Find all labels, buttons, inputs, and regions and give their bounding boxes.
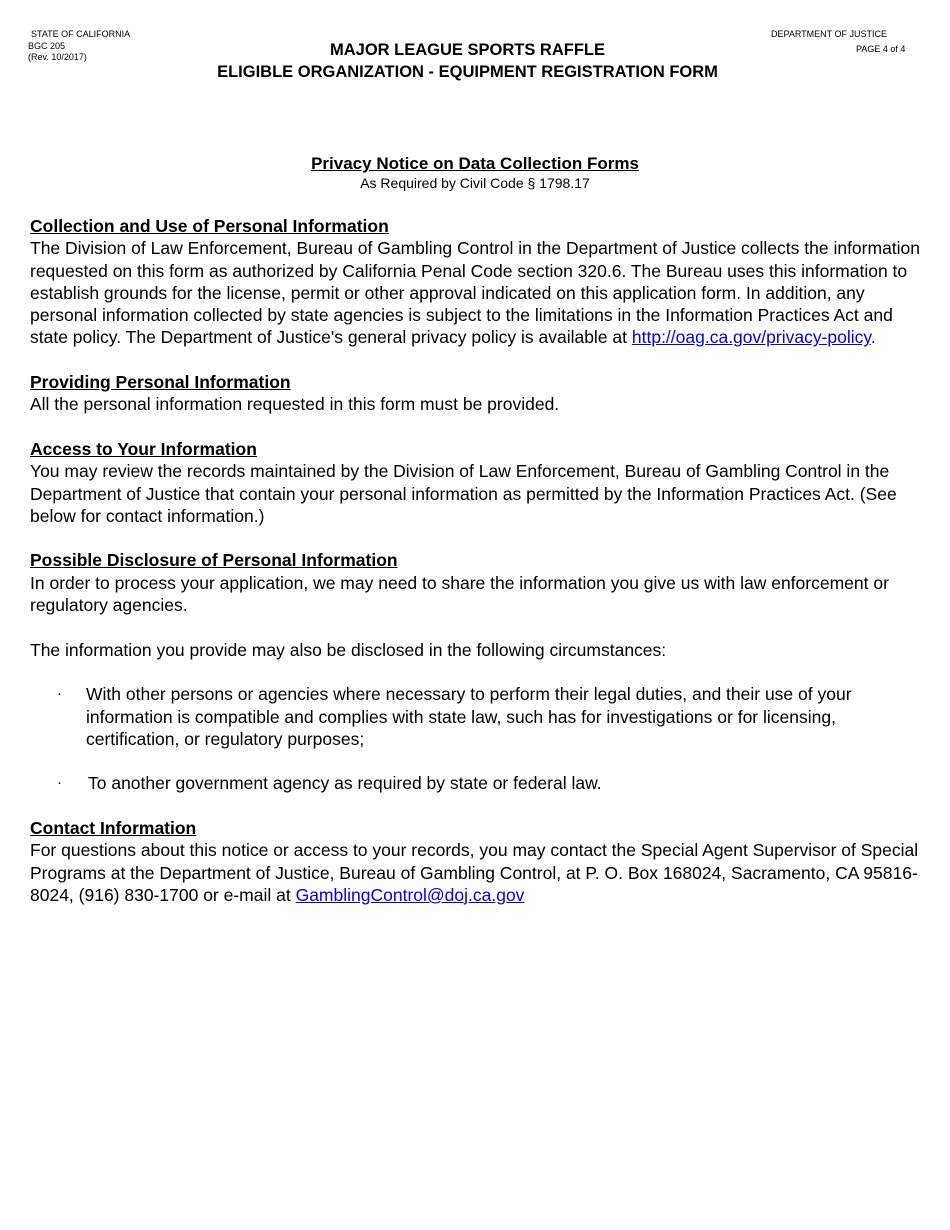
form-number: BGC 205: [28, 41, 66, 51]
bullet-text: To another government agency as required by state or federal law.: [88, 773, 602, 794]
state-label: STATE OF CALIFORNIA: [31, 29, 131, 39]
section-heading-collection: Collection and Use of Personal Information: [30, 216, 389, 236]
section-access: [30, 438, 925, 527]
collection-body-end: .: [870, 327, 876, 348]
contact-email-link[interactable]: GamblingControl@doj.ca.gov: [295, 884, 525, 905]
contact-body-text: For questions about this notice or access to your records, you may contact the Special Agent Supervisor of Special Programs at the Department of Justice, Bureau of Gambling Control, at P. O. Box 168024, Sacramento, CA 95816-8024, (916) 830-1700 or e-mail at: [30, 840, 919, 905]
privacy-policy-link[interactable]: http://oag.ca.gov/privacy-policy: [631, 327, 871, 348]
bullet-icon: ·: [57, 685, 62, 703]
spacer: [30, 750, 925, 772]
page-indicator: PAGE 4 of 4: [856, 44, 906, 54]
section-body-providing: All the personal information requested in this form must be provided.: [30, 394, 560, 415]
form-revision: (Rev. 10/2017): [28, 52, 87, 62]
notice-header: [0, 153, 950, 192]
form-title: [0, 39, 935, 83]
notice-title: Privacy Notice on Data Collection Forms: [311, 154, 639, 173]
section-heading-contact: Contact Information: [30, 818, 197, 839]
section-contact: [30, 817, 925, 906]
list-item: [30, 772, 925, 794]
collection-body-text: The Division of Law Enforcement, Bureau of Gambling Control in the Department of Justice collects the information requested on this form as authorized by California Penal Code section 320.6. The Bureau uses this information to establish grounds for the license, permit or other approval indicated on this application form. In addition, any personal information collected by state agencies is subject to the limitations in the Information Practices Act and state policy. The Department of Justice's general privacy policy is available at: [30, 238, 921, 348]
section-disclosure: [30, 549, 925, 794]
section-body-disclosure: In order to process your application, we may need to share the information you give us with law enforcement or regulatory agencies.: [30, 572, 889, 616]
section-heading-access: Access to Your Information: [30, 438, 257, 459]
spacer: [30, 795, 925, 817]
list-item: [30, 683, 925, 750]
spacer: [30, 661, 925, 683]
notice-subtitle: As Required by Civil Code § 1798.17: [360, 175, 590, 191]
section-heading-disclosure: Possible Disclosure of Personal Information: [30, 550, 398, 571]
form-title-line2: ELIGIBLE ORGANIZATION - EQUIPMENT REGISTRATION FORM: [217, 63, 718, 81]
disclosure-intro: The information you provide may also be disclosed in the following circumstances:: [30, 639, 667, 660]
form-title-line1: MAJOR LEAGUE SPORTS RAFFLE: [329, 41, 605, 59]
spacer: [30, 616, 925, 638]
bullet-icon: ·: [57, 774, 62, 792]
section-body-contact: [30, 839, 925, 906]
section-collection: [30, 215, 925, 349]
department-label: DEPARTMENT OF JUSTICE: [771, 29, 888, 39]
section-body-collection: [30, 237, 925, 348]
section-heading-providing: Providing Personal Information: [30, 372, 291, 393]
bullet-text: With other persons or agencies where necessary to perform their legal duties, and their use of your information is compatible and complies with state law, such has for investigations or for licensing, certification, or regulatory purposes;: [86, 684, 852, 749]
spacer: [30, 527, 925, 549]
spacer: [30, 416, 925, 438]
section-providing: [30, 371, 925, 416]
notice-content: [30, 215, 925, 906]
spacer: [30, 349, 925, 371]
section-body-access: You may review the records maintained by the Division of Law Enforcement, Bureau of Gambling Control in the Department of Justice that contain your personal information as permitted by the Information Practices Act. (See below for contact information.): [30, 461, 897, 526]
